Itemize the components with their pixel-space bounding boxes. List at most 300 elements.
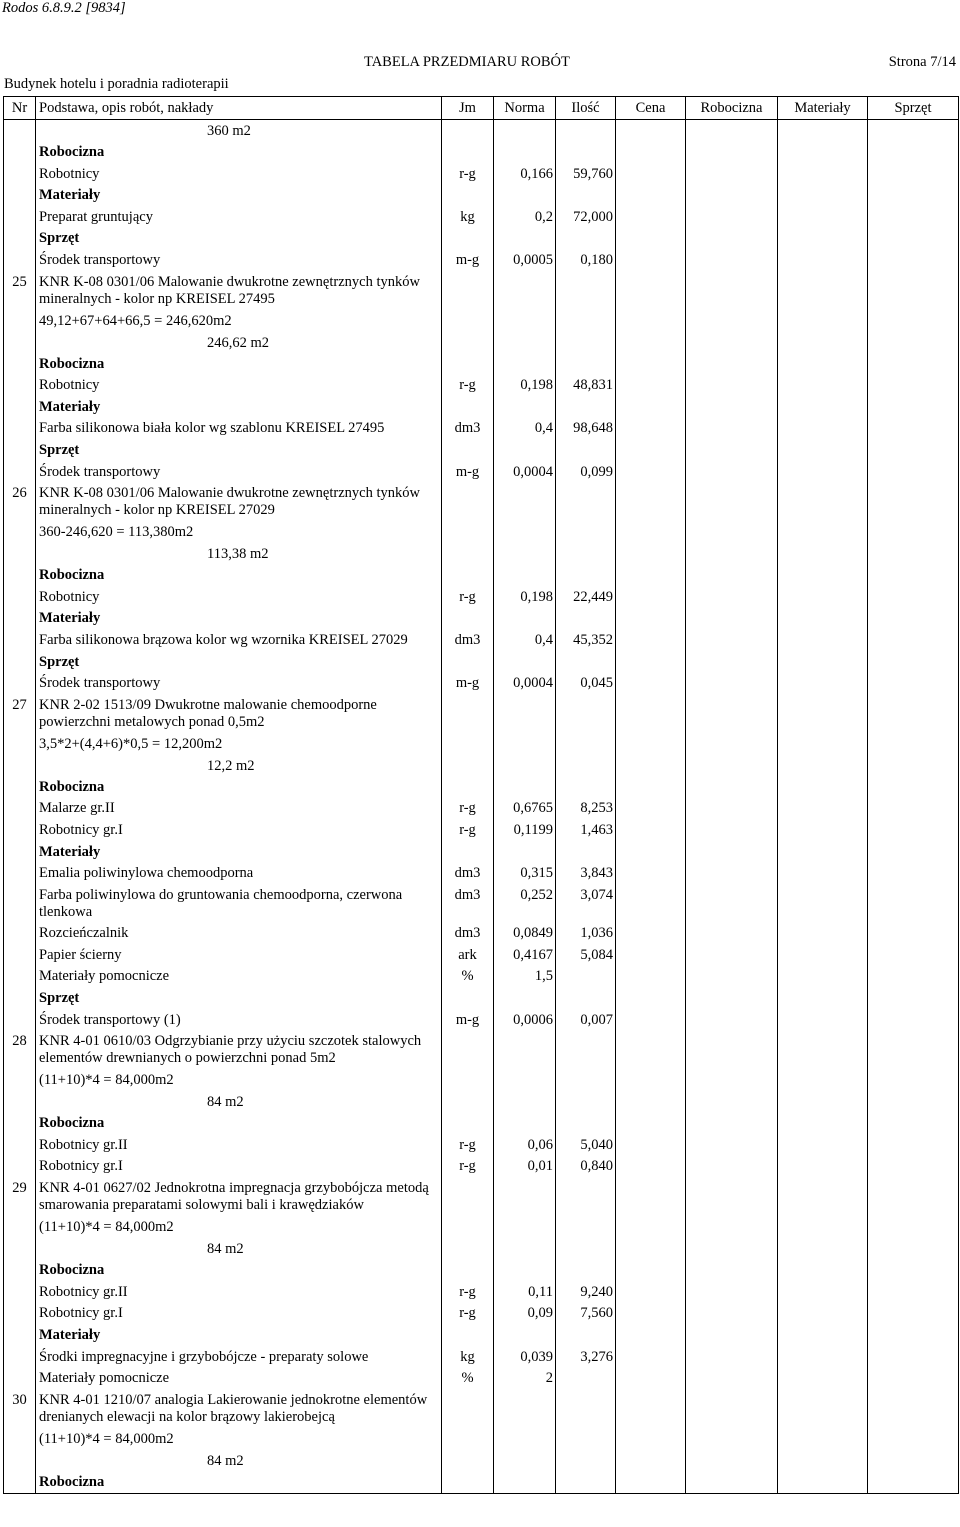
material-cost <box>778 1010 868 1032</box>
position-number <box>4 1303 36 1325</box>
labor-cost <box>686 842 778 864</box>
material-cost <box>778 207 868 229</box>
price <box>616 842 686 864</box>
position-number <box>4 966 36 988</box>
cell-text: Materiały <box>39 610 101 627</box>
quantity <box>36 1450 442 1472</box>
table-row <box>4 1347 959 1369</box>
norm <box>494 142 556 164</box>
equipment-cost <box>868 1238 959 1260</box>
cell-text: (11+10)*4 = 84,000m2 <box>39 1072 174 1089</box>
material-cost <box>778 1091 868 1113</box>
norm: 0,0006 <box>494 1010 556 1032</box>
cell-text: 246,62 m2 <box>207 334 270 351</box>
equipment-cost <box>868 1472 959 1494</box>
equipment-cost <box>868 1069 959 1091</box>
equipment-cost <box>868 1031 959 1069</box>
equipment-cost <box>868 1368 959 1390</box>
norm <box>494 310 556 332</box>
labor-cost <box>686 272 778 310</box>
cell-text: Sprzęt <box>39 230 80 247</box>
resource-name <box>36 1303 442 1325</box>
equipment-cost <box>868 272 959 310</box>
section-label <box>36 842 442 864</box>
unit: % <box>442 966 494 988</box>
position-number <box>4 120 36 143</box>
norm <box>494 440 556 462</box>
position-number <box>4 1428 36 1450</box>
labor-cost <box>686 1069 778 1091</box>
section-label <box>36 1325 442 1347</box>
equipment-cost <box>868 863 959 885</box>
amount <box>556 1091 616 1113</box>
resource-name <box>36 250 442 272</box>
unit: dm3 <box>442 418 494 440</box>
amount <box>556 543 616 565</box>
position-number <box>4 755 36 777</box>
equipment-cost <box>868 1347 959 1369</box>
equipment-cost <box>868 1325 959 1347</box>
equipment-cost <box>868 798 959 820</box>
norm <box>494 608 556 630</box>
norm <box>494 272 556 310</box>
equipment-cost <box>868 310 959 332</box>
unit: m-g <box>442 462 494 484</box>
equipment-cost <box>868 1303 959 1325</box>
equipment-cost <box>868 1135 959 1157</box>
col-header-nr: Nr <box>4 97 36 120</box>
equipment-cost <box>868 440 959 462</box>
equipment-cost <box>868 521 959 543</box>
material-cost <box>778 483 868 521</box>
position-number <box>4 1325 36 1347</box>
norm <box>494 354 556 376</box>
norm <box>494 652 556 674</box>
position-number <box>4 630 36 652</box>
norm: 0,0849 <box>494 923 556 945</box>
equipment-cost <box>868 945 959 967</box>
table-row <box>4 1325 959 1347</box>
amount: 59,760 <box>556 164 616 186</box>
unit <box>442 608 494 630</box>
resource-name <box>36 418 442 440</box>
material-cost <box>778 1303 868 1325</box>
unit <box>442 1113 494 1135</box>
cell-text: Materiały <box>39 187 101 204</box>
material-cost <box>778 1325 868 1347</box>
position-description <box>36 483 442 521</box>
amount <box>556 1450 616 1472</box>
amount: 0,045 <box>556 673 616 695</box>
material-cost <box>778 1347 868 1369</box>
material-cost <box>778 120 868 143</box>
position-number <box>4 652 36 674</box>
position-description <box>36 695 442 733</box>
cell-text: Środek transportowy <box>39 463 161 480</box>
quantity <box>36 755 442 777</box>
material-cost <box>778 250 868 272</box>
section-label <box>36 777 442 799</box>
unit: dm3 <box>442 885 494 923</box>
equipment-cost <box>868 988 959 1010</box>
position-number <box>4 142 36 164</box>
labor-cost <box>686 397 778 419</box>
amount: 0,099 <box>556 462 616 484</box>
cell-text: Robotnicy gr.I <box>39 822 123 839</box>
norm: 0,09 <box>494 1303 556 1325</box>
position-number <box>4 521 36 543</box>
table-row <box>4 885 959 923</box>
amount: 0,180 <box>556 250 616 272</box>
amount <box>556 310 616 332</box>
labor-cost <box>686 652 778 674</box>
table-row <box>4 1303 959 1325</box>
labor-cost <box>686 1303 778 1325</box>
price <box>616 733 686 755</box>
material-cost <box>778 543 868 565</box>
cell-text: Malarze gr.II <box>39 800 115 817</box>
amount <box>556 1428 616 1450</box>
section-label <box>36 185 442 207</box>
price <box>616 863 686 885</box>
table-row <box>4 1010 959 1032</box>
labor-cost <box>686 1156 778 1178</box>
position-number <box>4 885 36 923</box>
price <box>616 164 686 186</box>
material-cost <box>778 272 868 310</box>
table-row <box>4 120 959 143</box>
equipment-cost <box>868 608 959 630</box>
price <box>616 1390 686 1428</box>
position-number: 27 <box>4 695 36 733</box>
material-cost <box>778 332 868 354</box>
cell-text: KNR 4-01 1210/07 analogia Lakierowanie jednokrotne elementów drenianych elewacji na kolor brązowy lakierobejcą <box>39 1391 428 1425</box>
cell-text: Robocizna <box>39 1473 105 1490</box>
material-cost <box>778 733 868 755</box>
material-cost <box>778 565 868 587</box>
material-cost <box>778 1156 868 1178</box>
price <box>616 652 686 674</box>
unit: dm3 <box>442 923 494 945</box>
norm <box>494 397 556 419</box>
table-row <box>4 630 959 652</box>
unit: dm3 <box>442 863 494 885</box>
price <box>616 1428 686 1450</box>
position-number <box>4 1156 36 1178</box>
labor-cost <box>686 1216 778 1238</box>
material-cost <box>778 142 868 164</box>
amount <box>556 733 616 755</box>
col-header-jm: Jm <box>442 97 494 120</box>
position-number <box>4 1091 36 1113</box>
unit <box>442 652 494 674</box>
amount <box>556 1368 616 1390</box>
table-row <box>4 543 959 565</box>
equipment-cost <box>868 565 959 587</box>
unit <box>442 543 494 565</box>
price <box>616 1450 686 1472</box>
position-number <box>4 733 36 755</box>
labor-cost <box>686 608 778 630</box>
amount: 45,352 <box>556 630 616 652</box>
position-number <box>4 945 36 967</box>
labor-cost <box>686 207 778 229</box>
labor-cost <box>686 923 778 945</box>
price <box>616 923 686 945</box>
norm <box>494 1450 556 1472</box>
labor-cost <box>686 142 778 164</box>
price <box>616 673 686 695</box>
section-label <box>36 142 442 164</box>
amount <box>556 483 616 521</box>
quantity <box>36 1091 442 1113</box>
position-number <box>4 923 36 945</box>
amount: 48,831 <box>556 375 616 397</box>
amount: 8,253 <box>556 798 616 820</box>
material-cost <box>778 418 868 440</box>
material-cost <box>778 755 868 777</box>
cell-text: Robocizna <box>39 1262 105 1279</box>
price <box>616 375 686 397</box>
price <box>616 885 686 923</box>
norm: 0,166 <box>494 164 556 186</box>
price <box>616 608 686 630</box>
price <box>616 397 686 419</box>
section-label <box>36 228 442 250</box>
cell-text: Środki impregnacyjne i grzybobójcze - preparaty solowe <box>39 1348 369 1365</box>
resource-name <box>36 945 442 967</box>
equipment-cost <box>868 1010 959 1032</box>
position-number: 25 <box>4 272 36 310</box>
labor-cost <box>686 1428 778 1450</box>
table-row <box>4 733 959 755</box>
table-row <box>4 418 959 440</box>
norm <box>494 120 556 143</box>
norm: 1,5 <box>494 966 556 988</box>
table-row <box>4 1368 959 1390</box>
price <box>616 1135 686 1157</box>
norm: 0,4 <box>494 418 556 440</box>
labor-cost <box>686 250 778 272</box>
equipment-cost <box>868 695 959 733</box>
amount <box>556 777 616 799</box>
labor-cost <box>686 777 778 799</box>
norm <box>494 777 556 799</box>
position-number <box>4 1216 36 1238</box>
labor-cost <box>686 440 778 462</box>
position-number <box>4 418 36 440</box>
resource-name <box>36 923 442 945</box>
equipment-cost <box>868 1178 959 1216</box>
cell-text: 84 m2 <box>207 1452 244 1469</box>
cell-text: KNR 4-01 0610/03 Odgrzybianie przy użyciu szczotek stalowych elementów drewnianych o powierzchni ponad 5m2 <box>39 1033 422 1067</box>
position-number <box>4 1282 36 1304</box>
price <box>616 207 686 229</box>
price <box>616 1178 686 1216</box>
norm <box>494 988 556 1010</box>
equipment-cost <box>868 842 959 864</box>
position-number <box>4 1347 36 1369</box>
labor-cost <box>686 630 778 652</box>
table-row <box>4 673 959 695</box>
resource-name <box>36 820 442 842</box>
material-cost <box>778 440 868 462</box>
table-row <box>4 1031 959 1069</box>
table-row <box>4 1113 959 1135</box>
material-cost <box>778 1390 868 1428</box>
table-body <box>4 120 959 1494</box>
price <box>616 1347 686 1369</box>
equipment-cost <box>868 164 959 186</box>
unit: r-g <box>442 587 494 609</box>
amount <box>556 354 616 376</box>
calculation <box>36 1216 442 1238</box>
equipment-cost <box>868 1390 959 1428</box>
norm <box>494 1216 556 1238</box>
price <box>616 142 686 164</box>
table-row <box>4 1238 959 1260</box>
cell-text: (11+10)*4 = 84,000m2 <box>39 1219 174 1236</box>
unit <box>442 1031 494 1069</box>
table-row <box>4 310 959 332</box>
unit: kg <box>442 207 494 229</box>
table-row <box>4 798 959 820</box>
amount: 3,074 <box>556 885 616 923</box>
position-number <box>4 310 36 332</box>
unit <box>442 272 494 310</box>
price <box>616 120 686 143</box>
table-row <box>4 923 959 945</box>
material-cost <box>778 863 868 885</box>
price <box>616 1260 686 1282</box>
labor-cost <box>686 521 778 543</box>
position-number <box>4 250 36 272</box>
price <box>616 1010 686 1032</box>
equipment-cost <box>868 673 959 695</box>
labor-cost <box>686 332 778 354</box>
material-cost <box>778 1260 868 1282</box>
cell-text: Materiały pomocnicze <box>39 968 170 985</box>
unit <box>442 521 494 543</box>
norm <box>494 185 556 207</box>
cell-text: 360 m2 <box>207 123 251 139</box>
table-row <box>4 483 959 521</box>
calculation <box>36 733 442 755</box>
section-label <box>36 1113 442 1135</box>
norm: 0,0004 <box>494 673 556 695</box>
norm <box>494 543 556 565</box>
price <box>616 462 686 484</box>
price <box>616 945 686 967</box>
table-row <box>4 1156 959 1178</box>
norm: 0,6765 <box>494 798 556 820</box>
table-row <box>4 250 959 272</box>
norm <box>494 1390 556 1428</box>
price <box>616 310 686 332</box>
material-cost <box>778 1428 868 1450</box>
cell-text: 3,5*2+(4,4+6)*0,5 = 12,200m2 <box>39 735 223 752</box>
labor-cost <box>686 1238 778 1260</box>
amount <box>556 440 616 462</box>
calculation <box>36 310 442 332</box>
labor-cost <box>686 1450 778 1472</box>
cell-text: Robocizna <box>39 355 105 372</box>
unit: r-g <box>442 1303 494 1325</box>
equipment-cost <box>868 120 959 143</box>
section-label <box>36 1472 442 1494</box>
equipment-cost <box>868 418 959 440</box>
amount: 9,240 <box>556 1282 616 1304</box>
labor-cost <box>686 1178 778 1216</box>
amount: 72,000 <box>556 207 616 229</box>
cell-text: KNR K-08 0301/06 Malowanie dwukrotne zewnętrznych tynków mineralnych - kolor np KREISEL 27029 <box>39 485 420 519</box>
amount <box>556 521 616 543</box>
material-cost <box>778 1069 868 1091</box>
unit <box>442 842 494 864</box>
cell-text: 113,38 m2 <box>207 546 269 563</box>
price <box>616 543 686 565</box>
position-number <box>4 1010 36 1032</box>
equipment-cost <box>868 587 959 609</box>
equipment-cost <box>868 1113 959 1135</box>
labor-cost <box>686 988 778 1010</box>
position-number <box>4 1113 36 1135</box>
unit: m-g <box>442 1010 494 1032</box>
unit <box>442 1325 494 1347</box>
table-row <box>4 652 959 674</box>
cell-text: 360-246,620 = 113,380m2 <box>39 524 194 541</box>
labor-cost <box>686 1390 778 1428</box>
amount <box>556 608 616 630</box>
amount <box>556 1113 616 1135</box>
labor-cost <box>686 543 778 565</box>
section-label <box>36 565 442 587</box>
unit <box>442 1472 494 1494</box>
position-description <box>36 1390 442 1428</box>
position-number <box>4 440 36 462</box>
norm: 0,2 <box>494 207 556 229</box>
amount <box>556 842 616 864</box>
material-cost <box>778 1472 868 1494</box>
equipment-cost <box>868 777 959 799</box>
resource-name <box>36 1282 442 1304</box>
position-number <box>4 1472 36 1494</box>
equipment-cost <box>868 652 959 674</box>
unit <box>442 120 494 143</box>
amount: 0,007 <box>556 1010 616 1032</box>
cell-text: Robotnicy gr.II <box>39 1136 128 1153</box>
price <box>616 1368 686 1390</box>
amount <box>556 332 616 354</box>
norm <box>494 1178 556 1216</box>
table-row <box>4 228 959 250</box>
material-cost <box>778 695 868 733</box>
price <box>616 1325 686 1347</box>
cell-text: Robotnicy gr.II <box>39 1283 128 1300</box>
labor-cost <box>686 820 778 842</box>
material-cost <box>778 988 868 1010</box>
price <box>616 820 686 842</box>
material-cost <box>778 945 868 967</box>
material-cost <box>778 521 868 543</box>
price <box>616 565 686 587</box>
position-number <box>4 543 36 565</box>
amount <box>556 1390 616 1428</box>
cell-text: 12,2 m2 <box>207 757 255 774</box>
material-cost <box>778 1368 868 1390</box>
unit: r-g <box>442 375 494 397</box>
material-cost <box>778 1216 868 1238</box>
